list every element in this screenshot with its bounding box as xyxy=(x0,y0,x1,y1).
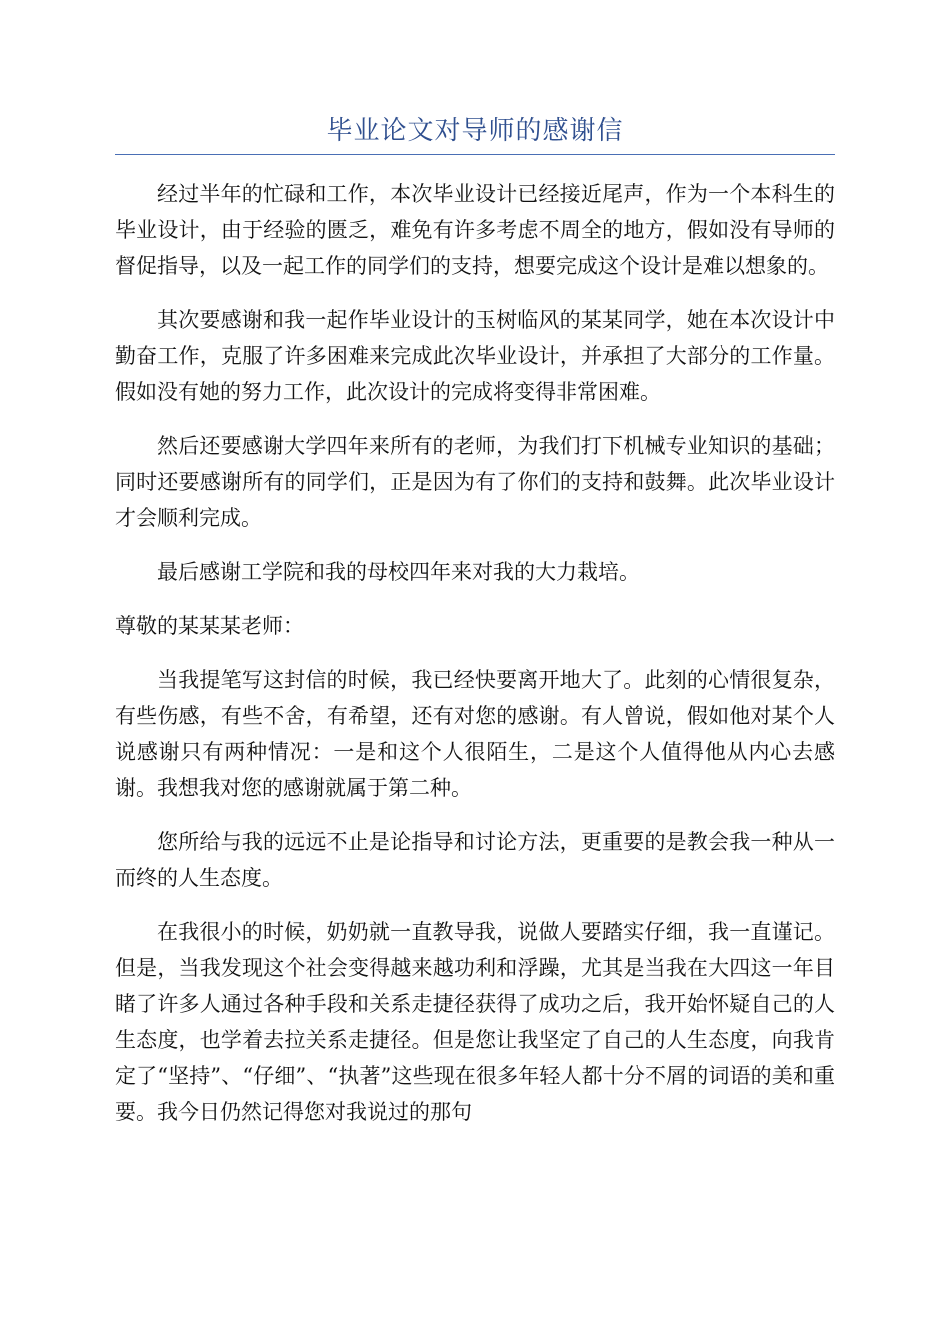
paragraph-4: 最后感谢工学院和我的母校四年来对我的大力栽培。 xyxy=(157,560,640,584)
paragraph-3: 然后还要感谢大学四年来所有的老师，为我们打下机械专业知识的基础；同时还要感谢所有的同学们，正是因为有了你们的支持和鼓舞。此次毕业设计才会顺利完成。 xyxy=(115,434,835,530)
title-underline xyxy=(115,154,835,155)
salutation: 尊敬的某某某老师： xyxy=(115,614,304,638)
document-body xyxy=(115,176,835,1148)
document-title: 毕业论文对导师的感谢信 xyxy=(326,116,624,146)
paragraph-1: 经过半年的忙碌和工作，本次毕业设计已经接近尾声，作为一个本科生的毕业设计，由于经验的匮乏，难免有许多考虑不周全的地方，假如没有导师的督促指导，以及一起工作的同学们的支持，想要完成这个设计是难以想象的。 xyxy=(115,182,835,278)
paragraph-6: 您所给与我的远远不止是论指导和讨论方法，更重要的是教会我一种从一而终的人生态度。 xyxy=(115,830,835,890)
paragraph-2: 其次要感谢和我一起作毕业设计的玉树临风的某某同学，她在本次设计中勤奋工作，克服了许多困难来完成此次毕业设计，并承担了大部分的工作量。假如没有她的努力工作，此次设计的完成将变得非常困难。 xyxy=(115,308,835,404)
paragraph-7: 在我很小的时候，奶奶就一直教导我，说做人要踏实仔细，我一直谨记。但是，当我发现这个社会变得越来越功利和浮躁，尤其是当我在大四这一年目睹了许多人通过各种手段和关系走捷径获得了成功之后，我开始怀疑自己的人生态度，也学着去拉关系走捷径。但是您让我坚定了自己的人生态度，向我肯定了“坚持”、“仔细”、“执著”这些现在很多年轻人都十分不屑的词语的美和重要。我今日仍然记得您对我说过的那句 xyxy=(115,920,835,1124)
paragraph-5: 当我提笔写这封信的时候，我已经快要离开地大了。此刻的心情很复杂，有些伤感，有些不舍，有希望，还有对您的感谢。有人曾说，假如他对某个人说感谢只有两种情况：一是和这个人很陌生，二是这个人值得他从内心去感谢。我想我对您的感谢就属于第二种。 xyxy=(115,668,835,800)
